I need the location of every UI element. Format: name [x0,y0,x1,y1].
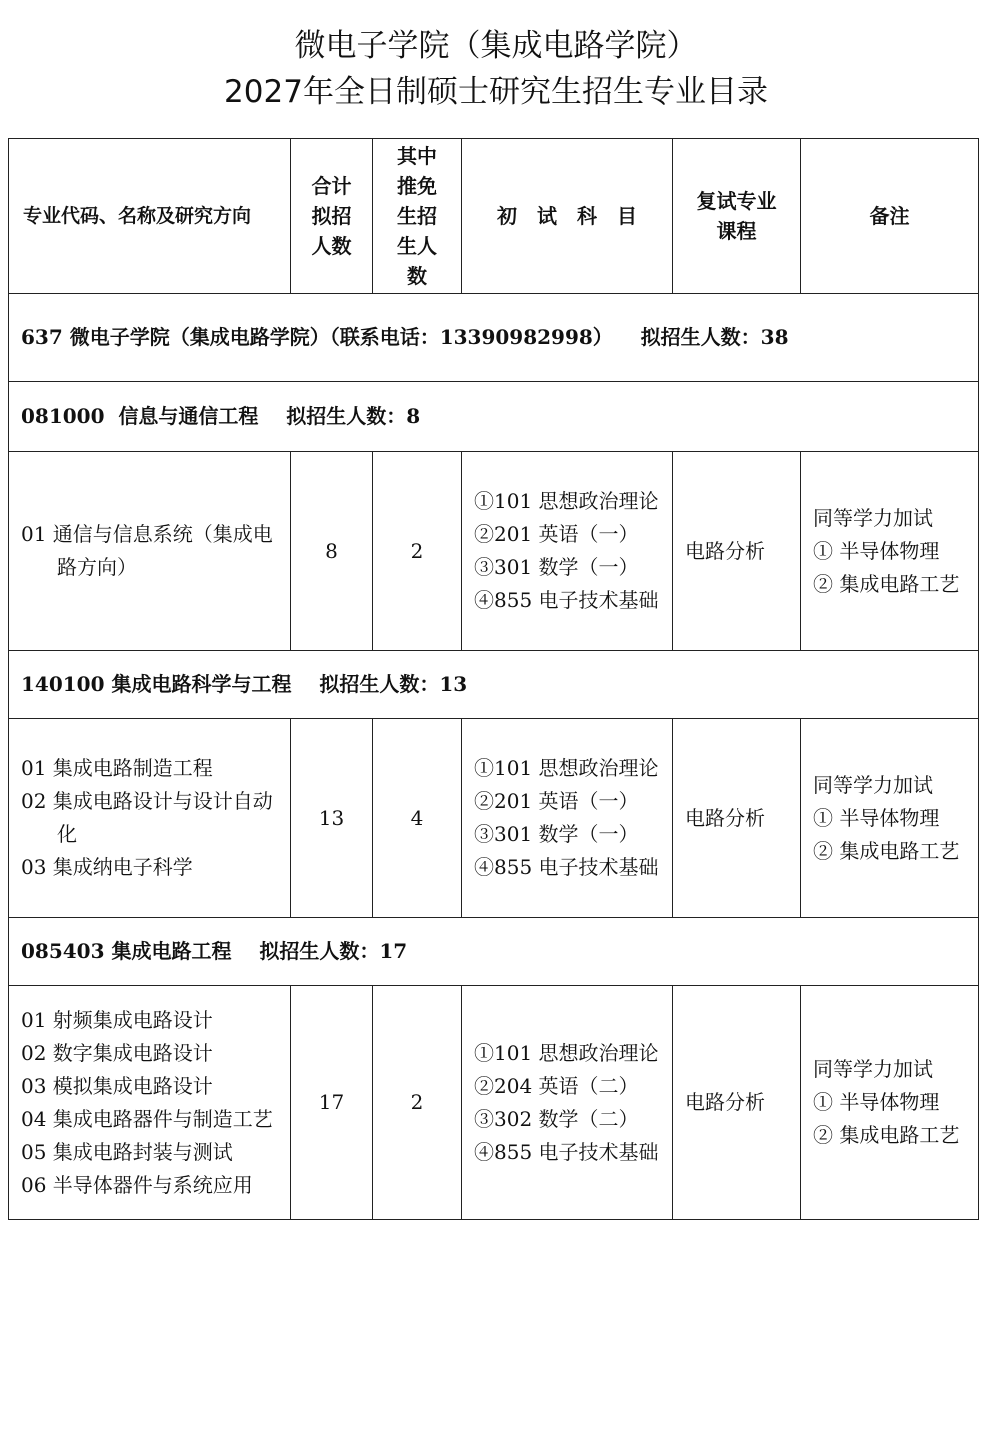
page-title: 微电子学院（集成电路学院） [294,28,698,64]
major-header-row [9,918,979,986]
note-item: ② 集成电路工艺 [813,838,960,863]
notes-title: 同等学力加试 [813,772,933,797]
note-item: ① 半导体物理 [813,1090,940,1114]
notes-cell [801,719,979,918]
direction-item: 01 通信与信息系统（集成电路方向） [21,522,273,579]
total-quota: 13 [291,719,373,918]
directions-cell [9,452,291,651]
exam-subject: ②204 英语（二） [474,1073,639,1098]
header-retest: 复试专业 课程 [673,139,801,294]
direction-item: 02 集成电路设计与设计自动化 [21,789,273,846]
exam-subject: ②201 英语（一） [474,789,639,813]
total-quota: 17 [291,986,373,1220]
exam-subjects-cell [462,452,673,651]
retest-course: 电路分析 [673,986,801,1220]
college-quota-label: 拟招生人数： [640,325,761,349]
admission-catalog-table [8,138,979,1220]
major-code: 081000 [21,404,105,428]
directions-cell [9,719,291,918]
header-exempt: 其中 推免 生招 生人 数 [373,139,462,294]
exam-subject: ②201 英语（一） [474,522,639,546]
college-quota: 38 [760,325,789,349]
major-code: 140100 [21,672,105,696]
direction-item: 03 模拟集成电路设计 [21,1073,213,1098]
retest-course: 电路分析 [673,719,801,918]
note-item: ① 半导体物理 [813,805,940,830]
exam-subject: ③301 数学（一） [474,555,639,579]
exam-subject: ①101 思想政治理论 [474,1040,659,1065]
direction-item: 03 集成纳电子科学 [21,855,193,879]
exam-subject: ④855 电子技术基础 [474,588,659,612]
notes-title: 同等学力加试 [813,1057,933,1081]
college-row: 637 微电子学院（集成电路学院）（联系电话：13390982998） 拟招生人数：38 [9,294,979,382]
directions-cell [9,986,291,1220]
direction-item: 04 集成电路器件与制造工艺 [21,1106,273,1131]
header-major: 专业代码、名称及研究方向 [9,139,291,294]
exempt-quota: 2 [373,452,462,651]
direction-item: 01 集成电路制造工程 [21,756,213,780]
notes-title: 同等学力加试 [813,505,933,530]
major-quota-label: 拟招生人数： [286,404,407,428]
exam-subject: ③301 数学（一） [474,822,639,846]
exam-subject: ①101 思想政治理论 [474,756,659,780]
header-row [9,139,979,294]
major-detail-row [9,719,979,918]
note-item: ② 集成电路工艺 [813,1123,960,1147]
header-total: 合计 拟招 人数 [291,139,373,294]
major-name: 信息与通信工程 [118,404,259,428]
notes-cell [801,986,979,1220]
college-phone: 13390982998 [439,325,593,349]
exempt-quota: 2 [373,986,462,1220]
header-exam: 初 试 科 目 [462,139,673,294]
exam-subjects-cell [462,986,673,1220]
page-subtitle: 2027年全日制硕士研究生招生专业目录 [224,74,768,110]
exam-subject: ④855 电子技术基础 [474,855,659,879]
major-name: 集成电路科学与工程 [111,672,292,696]
retest-course: 电路分析 [673,452,801,651]
major-quota: 8 [406,404,421,428]
direction-item: 02 数字集成电路设计 [21,1040,213,1065]
major-quota-label: 拟招生人数： [259,939,380,963]
exam-subject: ③302 数学（二） [474,1106,639,1131]
major-quota: 13 [439,672,468,696]
major-code: 085403 [21,939,105,963]
major-detail-row [9,452,979,651]
major-name: 集成电路工程 [111,939,232,963]
note-item: ② 集成电路工艺 [813,571,960,596]
college-code: 637 [21,325,63,349]
direction-item: 01 射频集成电路设计 [21,1007,213,1032]
major-header-row [9,382,979,452]
total-quota: 8 [291,452,373,651]
notes-cell [801,452,979,651]
major-detail-row [9,986,979,1220]
exam-subjects-cell [462,719,673,918]
major-header-row [9,651,979,719]
header-notes: 备注 [801,139,979,294]
note-item: ① 半导体物理 [813,538,940,563]
major-quota: 17 [379,939,408,963]
exam-subject: ①101 思想政治理论 [474,489,659,513]
direction-item: 06 半导体器件与系统应用 [21,1172,253,1197]
major-quota-label: 拟招生人数： [319,672,440,696]
direction-item: 05 集成电路封装与测试 [21,1139,233,1164]
college-name: 微电子学院（集成电路学院）（联系电话： [69,325,440,349]
exam-subject: ④855 电子技术基础 [474,1139,659,1164]
exempt-quota: 4 [373,719,462,918]
